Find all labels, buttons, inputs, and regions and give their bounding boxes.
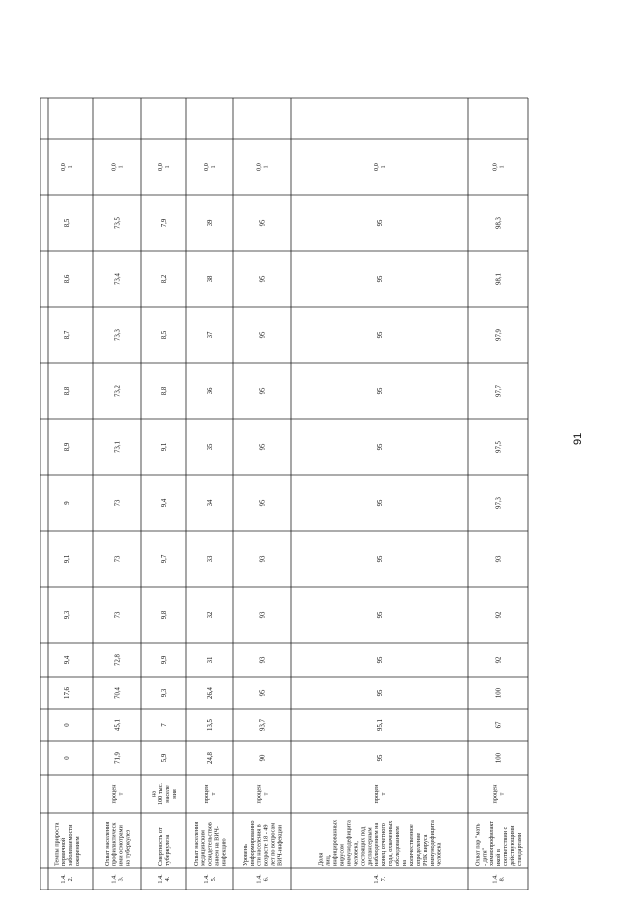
value-cell: [259, 718, 266, 730]
row-number-line: 1.4.: [157, 874, 165, 884]
value-cell: [161, 443, 168, 452]
indicator-name: [53, 822, 81, 866]
row-number-line: 1.4.: [255, 874, 263, 884]
value-cell: [377, 689, 384, 696]
value-cell-line: 35: [206, 443, 214, 451]
value-cell-line: 9,4: [63, 655, 71, 665]
last-value-cell-line: 1: [210, 165, 218, 169]
value-cell: [114, 719, 121, 731]
value-cell: [114, 555, 121, 562]
value-cell: [64, 386, 71, 395]
value-cell: [207, 751, 214, 763]
value-cell-line: 9,4: [160, 498, 168, 508]
value-cell-line: 95: [376, 754, 384, 762]
row-number: [111, 874, 125, 884]
value-cell-line: 95: [376, 656, 384, 664]
value-cell-line: 93,7: [259, 719, 267, 731]
value-cell-line: 95: [376, 275, 384, 283]
value-cell: [495, 752, 502, 763]
value-cell: [207, 275, 214, 282]
value-cell-line: 8,8: [63, 386, 71, 396]
value-cell-line: 95: [259, 387, 267, 395]
value-cell: [259, 611, 266, 618]
value-cell-line: 34: [206, 499, 214, 507]
row-number-line: 6.: [262, 876, 270, 882]
value-cell-line: 73: [114, 555, 122, 563]
value-cell-line: 8,6: [63, 274, 71, 284]
value-cell-line: 9,3: [160, 688, 168, 698]
value-cell-line: 92: [495, 656, 503, 664]
value-cell-line: 95: [259, 219, 267, 227]
indicator-name-line: заболеваемости: [67, 824, 75, 866]
value-cell: [377, 443, 384, 450]
value-cell: [64, 756, 71, 760]
last-value-cell-line: 0,0: [255, 163, 263, 171]
indicator-name-line: химиопрофилакт: [488, 820, 496, 866]
indicator-name-line: лет по вопросам: [269, 822, 277, 866]
row-number-line: 5.: [210, 876, 218, 882]
row-number-line: 4.: [164, 876, 172, 882]
indicator-name-line: туберкулеза: [164, 834, 172, 866]
value-cell-line: 95: [259, 499, 267, 507]
value-cell-line: 93: [495, 555, 503, 563]
value-cell-line: 93: [259, 656, 267, 664]
last-value-cell-line: 0,0: [373, 163, 381, 171]
unit-cell: [150, 783, 178, 805]
value-cell: [259, 387, 266, 394]
value-cell: [377, 331, 384, 338]
value-cell: [114, 611, 121, 618]
value-cell: [207, 555, 214, 562]
value-cell-line: 98,1: [495, 273, 503, 285]
indicator-name-line: медицинским: [199, 830, 207, 866]
value-cell-line: 95: [376, 499, 384, 507]
indicator-name-line: возрасте 18 - 49: [262, 824, 270, 866]
value-cell: [161, 655, 168, 664]
indicator-table: [40, 40, 580, 890]
row-number-line: 1.4.: [203, 874, 211, 884]
value-cell-line: 8,7: [63, 330, 71, 340]
value-cell-line: 32: [206, 611, 214, 619]
indicator-name-line: ожирением: [74, 836, 82, 866]
indicator-name-line: конец отчетного: [380, 823, 388, 866]
unit-cell-line: ния: [171, 789, 179, 799]
unit-cell-line: процен: [203, 784, 211, 804]
value-cell-line: 97,3: [495, 497, 503, 509]
value-cell: [207, 219, 214, 226]
value-cell: [207, 686, 214, 698]
indicator-table-rotated: [40, 40, 580, 890]
indicator-name-line: человека: [435, 842, 443, 866]
value-cell-line: 100: [495, 752, 503, 764]
indicator-name: [318, 819, 443, 866]
indicator-name-line: определение: [414, 832, 422, 866]
indicator-name: [157, 827, 171, 866]
value-cell: [114, 653, 121, 665]
value-cell-line: 95: [376, 689, 384, 697]
value-cell-line: 45,1: [114, 719, 122, 731]
value-cell: [114, 686, 121, 698]
value-cell: [64, 274, 71, 283]
unit-cell: [111, 784, 125, 804]
last-value-cell: [111, 163, 125, 171]
indicator-name-line: на: [400, 859, 408, 866]
value-cell: [114, 328, 121, 340]
value-cell-line: 8,8: [160, 386, 168, 396]
value-cell: [495, 384, 502, 396]
value-cell: [377, 719, 384, 731]
value-cell: [161, 274, 168, 283]
value-cell-line: 90: [259, 754, 267, 762]
value-cell-line: 31: [206, 656, 214, 664]
value-cell: [259, 555, 266, 562]
value-cell-line: 17,6: [63, 687, 71, 699]
unit-cell-line: процен: [110, 784, 118, 804]
unit-cell-line: 100 тыс.: [157, 783, 165, 805]
value-cell-line: 100: [495, 687, 503, 699]
value-cell: [259, 499, 266, 506]
indicator-name-line: Охват населения: [192, 821, 200, 866]
value-cell-line: 9,9: [160, 655, 168, 665]
row-number-line: 1.4.: [491, 874, 499, 884]
value-cell: [377, 219, 384, 226]
row-number-line: 8.: [498, 876, 506, 882]
value-cell: [495, 440, 502, 452]
value-cell: [161, 386, 168, 395]
last-value-cell-line: 0,0: [203, 163, 211, 171]
value-cell-line: 33: [206, 555, 214, 563]
indicator-name-line: количественное: [407, 824, 415, 866]
indicator-name-line: инфицированных: [331, 819, 339, 866]
last-value-cell: [492, 163, 506, 171]
indicator-name-line: профилактическ: [110, 822, 118, 866]
unit-cell-line: населе: [164, 785, 172, 803]
value-cell: [495, 611, 502, 618]
last-value-cell: [157, 163, 171, 171]
value-cell-line: 72,8: [114, 654, 122, 666]
row-number: [492, 874, 506, 884]
indicator-name-line: Смертность от: [157, 827, 165, 866]
value-cell: [259, 331, 266, 338]
indicator-name-line: освидетельствов: [206, 822, 214, 866]
value-cell: [259, 443, 266, 450]
value-cell-line: 13,5: [206, 719, 214, 731]
value-cell: [495, 656, 502, 663]
value-cell: [64, 555, 71, 564]
value-cell-line: 95: [259, 331, 267, 339]
value-cell: [377, 611, 384, 618]
indicator-name-line: Доля: [317, 852, 325, 866]
value-cell-line: 37: [206, 331, 214, 339]
value-cell-line: 38: [206, 275, 214, 283]
row-number-line: 3.: [117, 876, 125, 882]
last-value-cell-line: 0,0: [491, 163, 499, 171]
indicator-name-line: вирусом: [338, 844, 346, 866]
value-cell-line: 8,2: [160, 274, 168, 284]
value-cell: [495, 687, 502, 698]
value-cell: [161, 610, 168, 619]
indicator-name: [242, 821, 284, 866]
value-cell-line: 8,5: [63, 218, 71, 228]
value-cell: [114, 384, 121, 396]
value-cell: [495, 555, 502, 562]
row-number-line: 1.4.: [110, 874, 118, 884]
value-cell: [114, 272, 121, 284]
value-cell-line: 7,9: [160, 218, 168, 228]
indicator-name-line: лиц,: [324, 854, 332, 866]
value-cell: [161, 554, 168, 563]
value-cell: [64, 655, 71, 664]
table-cells: [53, 163, 523, 884]
value-cell-line: 95: [376, 611, 384, 619]
row-number-line: 7.: [380, 876, 388, 882]
value-cell: [64, 686, 71, 698]
indicator-name-line: соответствии с: [502, 826, 510, 866]
value-cell: [207, 387, 214, 394]
indicator-name-line: ими осмотрами: [117, 825, 125, 866]
value-cell-line: 95: [259, 689, 267, 697]
value-cell: [161, 688, 168, 697]
indicator-name-line: иммунодефицита: [428, 820, 436, 866]
value-cell-line: 95,1: [376, 719, 384, 731]
value-cell: [259, 689, 266, 696]
last-value-cell-line: 0,0: [60, 163, 68, 171]
indicator-name-line: Охват населения: [103, 821, 111, 866]
value-cell: [207, 657, 214, 664]
last-value-cell-line: 1: [117, 165, 125, 169]
unit-cell-line: т: [380, 792, 388, 796]
value-cell: [259, 754, 266, 761]
value-cell: [64, 442, 71, 451]
value-cell: [495, 273, 502, 285]
unit-cell: [373, 784, 387, 804]
indicator-name-line: инфекцию: [220, 838, 228, 866]
indicator-name-line: диспансерным: [366, 827, 374, 866]
value-cell: [377, 275, 384, 282]
value-cell-line: 7: [160, 723, 168, 727]
value-cell-line: 73,2: [114, 385, 122, 397]
last-value-cell-line: 0,0: [157, 163, 165, 171]
value-cell: [207, 499, 214, 506]
value-cell: [377, 499, 384, 506]
value-cell-line: 24,8: [206, 752, 214, 764]
value-cell: [114, 751, 121, 763]
row-number-line: 1.4.: [60, 874, 68, 884]
last-value-cell-line: 1: [498, 165, 506, 169]
indicator-name-line: информированно: [248, 820, 256, 866]
indicator-name-line: действующими: [509, 825, 517, 866]
value-cell: [495, 216, 502, 228]
value-cell: [207, 718, 214, 730]
indicator-name-line: года, охваченных: [387, 820, 395, 866]
indicator-name-line: на туберкулез: [124, 829, 132, 866]
last-value-cell-line: 1: [380, 165, 388, 169]
value-cell-line: 95: [376, 555, 384, 563]
value-cell-line: 9,3: [63, 610, 71, 620]
value-cell: [64, 723, 71, 727]
indicator-name-line: икой в: [495, 849, 503, 866]
indicator-name-line: обследованием: [394, 826, 402, 866]
last-value-cell-line: 1: [262, 165, 270, 169]
value-cell-line: 93: [259, 555, 267, 563]
indicator-name-line: иммунодефицита: [345, 820, 353, 866]
value-cell-line: 67: [495, 721, 503, 729]
value-cell: [161, 330, 168, 339]
unit-cell: [203, 784, 217, 804]
value-cell-line: 97,9: [495, 329, 503, 341]
indicator-name-line: - дитя": [481, 847, 489, 866]
value-cell: [114, 499, 121, 506]
value-cell: [114, 216, 121, 228]
value-cell: [259, 656, 266, 663]
value-cell-line: 9,1: [63, 554, 71, 564]
value-cell: [64, 330, 71, 339]
table-grid: [40, 98, 528, 890]
value-cell: [259, 275, 266, 282]
indicator-name-line: стандартами: [516, 832, 524, 866]
row-number-line: 2.: [67, 876, 75, 882]
unit-cell: [492, 784, 506, 804]
value-cell: [377, 387, 384, 394]
value-cell: [64, 501, 71, 505]
unit-cell-line: т: [210, 792, 218, 796]
value-cell-line: 97,7: [495, 385, 503, 397]
indicator-name-line: сти населения в: [255, 824, 263, 866]
row-number: [373, 874, 387, 884]
row-number: [157, 874, 171, 884]
value-cell: [377, 656, 384, 663]
indicator-name: [104, 822, 132, 866]
last-value-cell-line: 0,0: [110, 163, 118, 171]
indicator-name-line: человека,: [352, 841, 360, 866]
value-cell: [161, 753, 168, 762]
unit-cell-line: т: [117, 792, 125, 796]
value-cell-line: 9,8: [160, 610, 168, 620]
value-cell-line: 9: [63, 501, 71, 505]
last-value-cell: [203, 163, 217, 171]
value-cell-line: 95: [376, 387, 384, 395]
value-cell: [259, 219, 266, 226]
value-cell-line: 8,5: [160, 330, 168, 340]
value-cell-line: 0: [63, 756, 71, 760]
unit-cell-line: процен: [373, 784, 381, 804]
value-cell-line: 97,5: [495, 441, 503, 453]
unit-cell-line: на: [150, 790, 158, 798]
value-cell-line: 95: [376, 331, 384, 339]
value-cell-line: 0: [63, 723, 71, 727]
value-cell: [495, 328, 502, 340]
last-value-cell: [60, 163, 74, 171]
value-cell-line: 73,1: [114, 441, 122, 453]
indicator-name-line: Темпы прироста: [53, 822, 61, 866]
value-cell-line: 9,7: [160, 554, 168, 564]
indicator-name: [474, 821, 523, 866]
page-number: 91: [572, 432, 584, 445]
value-cell: [114, 441, 121, 453]
indicator-name-line: состоящих под: [359, 826, 367, 866]
value-cell-line: 9,1: [160, 442, 168, 452]
value-cell: [64, 218, 71, 227]
indicator-name-line: Охват пар "мать: [474, 823, 482, 866]
indicator-name-line: РНК вируса: [421, 834, 429, 866]
value-cell-line: 93: [259, 611, 267, 619]
value-cell-line: 95: [376, 219, 384, 227]
last-value-cell-line: 1: [67, 165, 75, 169]
value-cell: [161, 218, 168, 227]
value-cell-line: 70,4: [114, 687, 122, 699]
value-cell-line: 73,3: [114, 329, 122, 341]
last-value-cell: [256, 163, 270, 171]
value-cell-line: 95: [259, 443, 267, 451]
value-cell: [207, 611, 214, 618]
indicator-name: [193, 822, 228, 866]
last-value-cell: [373, 163, 387, 171]
value-cell-line: 95: [259, 275, 267, 283]
value-cell-line: 39: [206, 219, 214, 227]
value-cell: [207, 331, 214, 338]
row-number: [203, 874, 217, 884]
value-cell: [161, 498, 168, 507]
value-cell-line: 95: [376, 443, 384, 451]
value-cell-line: 92: [495, 611, 503, 619]
value-cell: [64, 610, 71, 619]
row-number: [60, 874, 74, 884]
value-cell: [495, 496, 502, 508]
row-number: [256, 874, 270, 884]
indicator-name-line: ВИЧ-инфекции: [276, 825, 284, 866]
value-cell-line: 8,9: [63, 442, 71, 452]
value-cell-line: 73: [114, 611, 122, 619]
value-cell: [377, 754, 384, 761]
unit-cell-line: процен: [491, 784, 499, 804]
value-cell: [495, 721, 502, 728]
indicator-name-line: Уровень: [241, 844, 249, 866]
indicator-name-line: первичной: [60, 837, 68, 866]
value-cell-line: 5,9: [160, 753, 168, 763]
value-cell: [377, 555, 384, 562]
value-cell: [161, 723, 168, 727]
value-cell-line: 71,9: [114, 752, 122, 764]
last-value-cell-line: 1: [164, 165, 172, 169]
value-cell-line: 36: [206, 387, 214, 395]
unit-cell-line: т: [498, 792, 506, 796]
unit-cell-line: процен: [255, 784, 263, 804]
value-cell-line: 73,5: [114, 217, 122, 229]
value-cell-line: 73: [114, 499, 122, 507]
unit-cell-line: т: [262, 792, 270, 796]
value-cell-line: 98,3: [495, 217, 503, 229]
value-cell-line: 73,4: [114, 273, 122, 285]
row-number-line: 1.4.: [373, 874, 381, 884]
indicator-name-line: наблюдением на: [373, 822, 381, 866]
value-cell: [207, 443, 214, 450]
indicator-name-line: анием на ВИЧ-: [213, 826, 221, 866]
unit-cell: [256, 784, 270, 804]
value-cell-line: 26,4: [206, 687, 214, 699]
